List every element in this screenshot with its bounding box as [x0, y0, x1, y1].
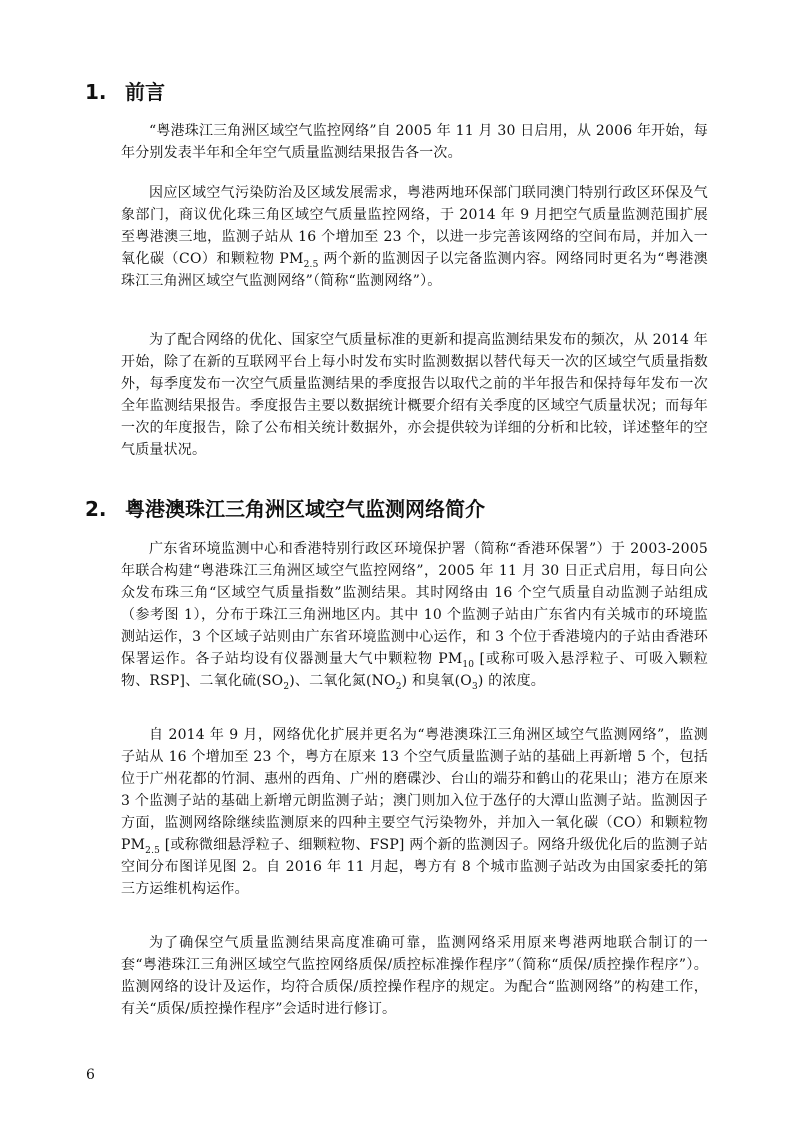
- section-1-title: 前言: [125, 80, 165, 104]
- section-2-number: 2.: [85, 497, 107, 521]
- section-2-heading: [85, 497, 485, 521]
- page-number: 6: [86, 1067, 95, 1083]
- section-1-paragraph-3: 为了配合网络的优化、国家空气质量标准的更新和提高监测结果发布的频次，从 2014 年开始，除了在新的互联网平台上每小时发布实时监测数据以替代每天一次的区域空气质量指数外，每季度发布一次空气质量监测结果的季度报告以取代之前的半年报告和保持每年发布一次全年监测结果报告。季度报告主要以数据统计概要介绍有关季度的区域空气质量状况；而每年一次的年度报告，除了公布相关统计数据外，亦会提供较为详细的分析和比较，详述整年的空气质量状况。: [121, 332, 708, 458]
- section-1-number: 1.: [85, 80, 107, 104]
- section-2-paragraph-1: 广东省环境监测中心和香港特别行政区环境保护署（简称“香港环保署”）于 2003-2005 年联合构建“粤港珠江三角洲区域空气监控网络”，2005 年 11 月 30 日正式启用，每日向公众发布珠三角“区域空气质量指数”监测结果。其时网络由 16 个空气质量自动监测子站组成（参考图 1），分布于珠江三角洲地区内。其中 10 个监测子站由广东省内有关城市的环境监测站运作，3 个区域子站则由广东省环境监测中心运作，和 3 个位于香港境内的子站由香港环保署运作。各子站均设有仪器测量大气中颗粒物 $PM_{10}$ [或称可吸入悬浮粒子、可吸入颗粒物、RSP]、二氧化硫$(SO_2)$、二氧化氮$(NO_2)$ 和臭氧$(O_3)$ 的浓度。: [121, 541, 708, 692]
- section-2-title: 粤港澳珠江三角洲区域空气监测网络简介: [125, 497, 485, 521]
- section-1-heading: [85, 80, 165, 104]
- section-2-paragraph-3: 为了确保空气质量监测结果高度准确可靠，监测网络采用原来粤港两地联合制订的一套“粤港珠江三角洲区域空气监控网络质保/质控标准操作程序”（简称“质保/质控操作程序”）。监测网络的设计及运作，均符合质保/质控操作程序的规定。为配合“监测网络”的构建工作，有关“质保/质控操作程序”会适时进行修订。: [121, 935, 708, 1017]
- section-2-paragraph-2: 自 2014 年 9 月，网络优化扩展并更名为“粤港澳珠江三角洲区域空气监测网络”，监测子站从 16 个增加至 23 个，粤方在原来 13 个空气质量监测子站的基础上再新增 5 个，包括位于广州花都的竹洞、惠州的西角、广州的磨碟沙、台山的端芬和鹤山的花果山；港方在原来 3 个监测子站的基础上新增元朗监测子站；澳门则加入位于氹仔的大潭山监测子站。监测因子方面，监测网络除继续监测原来的四种主要空气污染物外，并加入一氧化碳（CO）和颗粒物 $PM_{2.5}$ [或称微细悬浮粒子、细颗粒物、FSP] 两个新的监测因子。网络升级优化后的监测子站空间分布图详见图 2。自 2016 年 11 月起，粤方有 8 个城市监测子站改为由国家委托的第三方运维机构运作。: [121, 727, 708, 897]
- section-1-paragraph-2: 因应区域空气污染防治及区域发展需求，粤港两地环保部门联同澳门特别行政区环保及气象部门，商议优化珠三角区域空气质量监控网络，于 2014 年 9 月把空气质量监测范围扩展至粤港澳三地，监测子站从 16 个增加至 23 个，以进一步完善该网络的空间布局，并加入一氧化碳（CO）和颗粒物 $PM_{2.5}$ 两个新的监测因子以完备监测内容。网络同时更名为“粤港澳珠江三角洲区域空气监测网络”（简称“监测网络”）。: [121, 185, 708, 289]
- section-1-paragraph-1: “粤港珠江三角洲区域空气监控网络”自 2005 年 11 月 30 日启用，从 2006 年开始，每年分别发表半年和全年空气质量监测结果报告各一次。: [121, 123, 708, 161]
